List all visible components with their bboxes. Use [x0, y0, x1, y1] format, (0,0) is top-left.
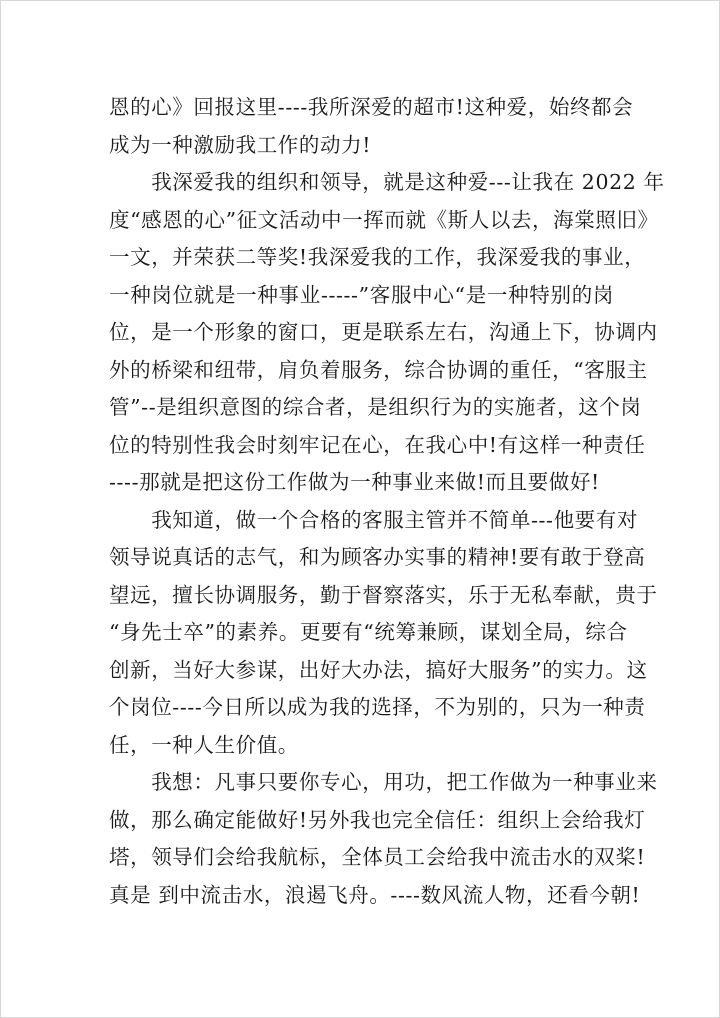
text-line: 位，是一个形象的窗口，更是联系左右，沟通上下，协调内: [109, 320, 658, 344]
text-line: 成为一种激励我工作的动力!: [109, 132, 372, 157]
text-line: “身先士卒”的素养。更要有“统筹兼顾，谋划全局，综合: [109, 620, 628, 644]
text-line: 创新，当好大参谋，出好大办法，搞好大服务”的实力。这: [109, 657, 648, 682]
paragraph-3: [109, 502, 658, 765]
paragraph-1: [109, 89, 634, 164]
text-line: 我想：凡事只要你专心，用功，把工作做为一种事业来: [109, 770, 658, 794]
text-line: 外的桥梁和纽带，肩负着服务，综合协调的重任，“客服主: [109, 357, 648, 382]
text-line: 任，一种人生价值。: [109, 732, 299, 757]
paragraph-4: [109, 764, 658, 914]
text-line: 个岗位----今日所以成为我的选择，不为别的，只为一种责: [109, 695, 646, 719]
text-line: 度“感恩的心”征文活动中一挥而就《斯人以去，海棠照旧》: [109, 207, 659, 232]
text-line: 塔，领导们会给我航标，全体员工会给我中流击水的双桨!: [109, 845, 646, 869]
text-line: 我深爱我的组织和领导，就是这种爱---让我在 2022 年: [109, 170, 665, 194]
text-line: 一种岗位就是一种事业-----”客服中心“是一种特别的岗: [109, 282, 614, 307]
text-line: 一文，并荣获二等奖!我深爱我的工作，我深爱我的事业，: [109, 245, 646, 269]
text-line: 领导说真话的志气，和为顾客办实事的精神!要有敢于登高: [109, 545, 646, 569]
text-line: 管”--是组织意图的综合者，是组织行为的实施者，这个岗: [109, 395, 642, 419]
text-line: 恩的心》回报这里----我所深爱的超市!这种爱，始终都会: [109, 95, 634, 119]
text-line: 真是 到中流击水，浪遏飞舟。----数风流人物，还看今朝!: [109, 882, 641, 907]
text-line: 做，那么确定能做好!另外我也完全信任：组织上会给我灯: [109, 807, 646, 832]
text-line: ----那就是把这份工作做为一种事业来做!而且要做好!: [109, 470, 600, 494]
text-line: 位的特别性我会时刻牢记在心，在我心中!有这样一种责任: [109, 432, 646, 457]
text-line: 望远，擅长协调服务，勤于督察落实，乐于无私奉献，贵于: [109, 582, 658, 607]
paragraph-2: [109, 164, 665, 502]
document-body: [109, 89, 665, 914]
text-line: 我知道，做一个合格的客服主管并不简单---他要有对: [109, 507, 638, 532]
